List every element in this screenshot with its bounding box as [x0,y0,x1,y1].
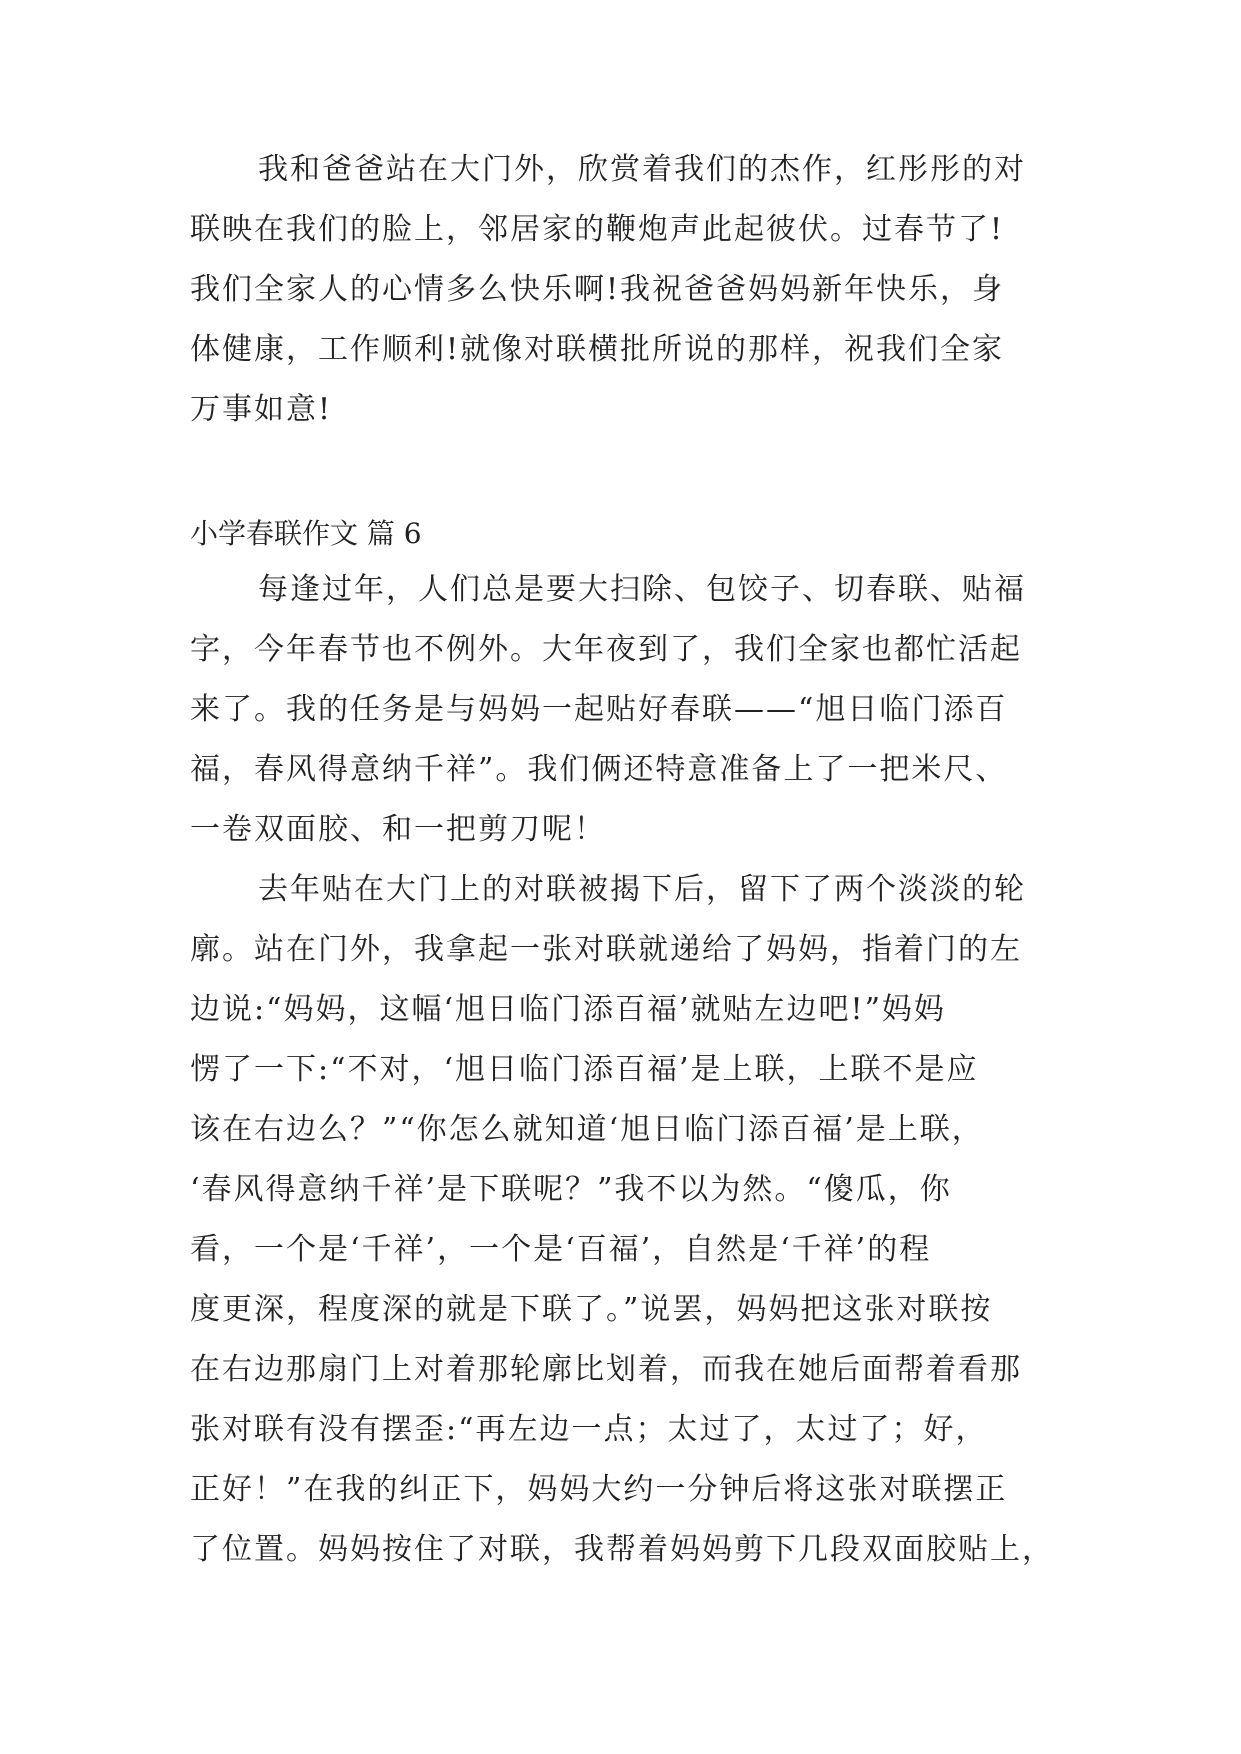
paragraph-line: 了位置。妈妈按住了对联，我帮着妈妈剪下几段双面胶贴上， [190,1532,1054,1567]
paragraph-line: 在右边那扇门上对着那轮廓比划着，而我在她后面帮着看那 [190,1352,1022,1387]
paragraph-line: 来了。我的任务是与妈妈一起贴好春联——“旭日临门添百 [190,692,1008,727]
paragraph-line: ‘春风得意纳千祥’是下联呢？”我不以为然。“傻瓜，你 [190,1172,952,1207]
paragraph-2 [190,860,1054,1580]
paragraph-line: 廓。站在门外，我拿起一张对联就递给了妈妈，指着门的左 [190,932,1022,967]
paragraph-top [190,140,1050,440]
paragraph-line: 边说:“妈妈，这幅‘旭日临门添百福’就贴左边吧!”妈妈 [190,992,946,1027]
paragraph-line: 看，一个是‘千祥’，一个是‘百福’，自然是‘千祥’的程 [190,1232,932,1267]
paragraph-line: 万事如意! [190,392,333,427]
paragraph-line: 度更深，程度深的就是下联了。”说罢，妈妈把这张对联按 [190,1292,993,1327]
paragraph-line: 福，春风得意纳千祥”。我们俩还特意准备上了一把米尺、 [190,752,1008,787]
paragraph-line: 该在右边么？”“你怎么就知道‘旭日临门添百福’是上联， [190,1112,984,1147]
paragraph-line: 我们全家人的心情多么快乐啊!我祝爸爸妈妈新年快乐，身 [190,272,1005,307]
paragraph-line: 联映在我们的脸上，邻居家的鞭炮声此起彼伏。过春节了! [190,212,1005,247]
paragraph-line: 每逢过年，人们总是要大扫除、包饺子、切春联、贴福 [258,572,1026,607]
paragraph-line: 正好！”在我的纠正下，妈妈大约一分钟后将这张对联摆正 [190,1472,1008,1507]
paragraph-line: 去年贴在大门上的对联被揭下后，留下了两个淡淡的轮 [258,872,1026,907]
paragraph-1 [190,560,1050,860]
paragraph-line: 我和爸爸站在大门外，欣赏着我们的杰作，红彤彤的对 [258,152,1026,187]
section-heading: 小学春联作文 篇 6 [190,517,422,550]
paragraph-line: 体健康，工作顺利!就像对联横批所说的那样，祝我们全家 [190,332,1005,367]
paragraph-line: 愣了一下:“不对，‘旭日临门添百福’是上联，上联不是应 [190,1052,979,1087]
paragraph-line: 张对联有没有摆歪:“再左边一点；太过了，太过了；好， [190,1412,988,1447]
paragraph-line: 一卷双面胶、和一把剪刀呢！ [190,812,606,847]
paragraph-line: 字，今年春节也不例外。大年夜到了，我们全家也都忙活起 [190,632,1022,667]
